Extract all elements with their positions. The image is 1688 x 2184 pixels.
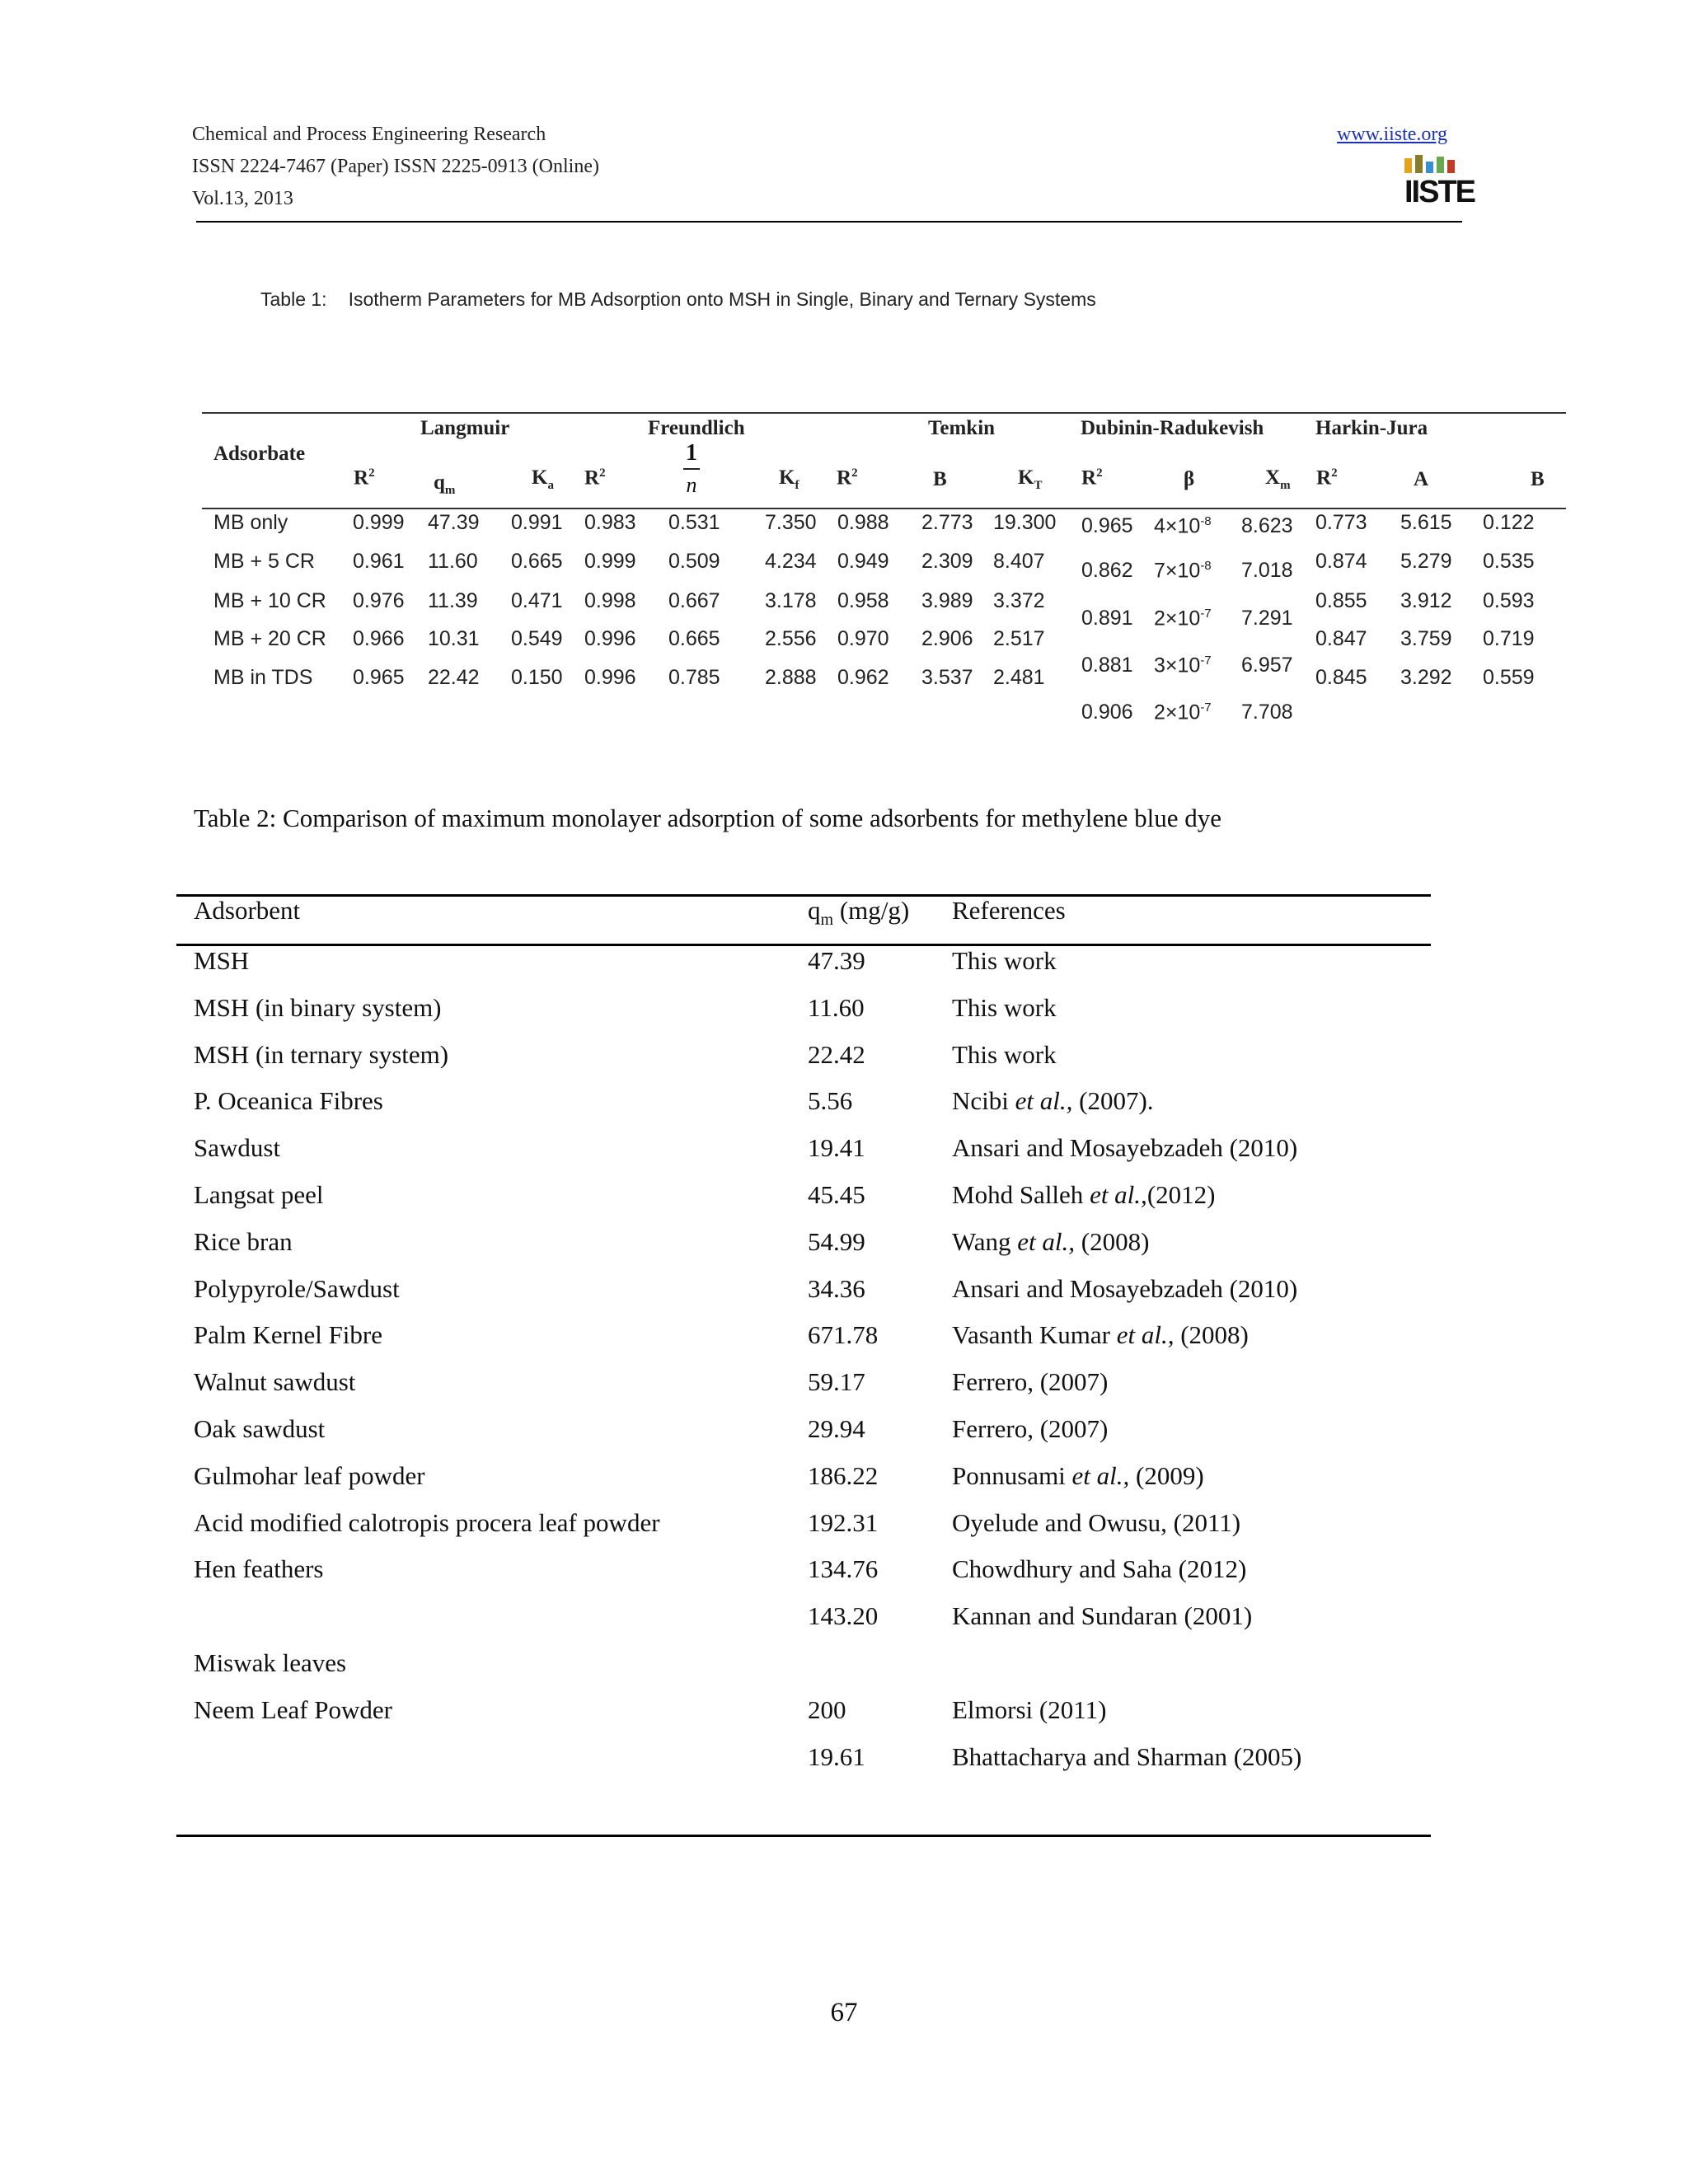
cell-ka: 0.665 [511,550,563,573]
qm-cell: 34.36 [808,1274,865,1303]
reference-text: (2008) [1174,1320,1249,1349]
dr-beta [1154,701,1212,724]
cell-b: 2.906 [921,627,973,650]
adsorbent-cell: MSH [194,946,250,975]
table1-header-rule [202,508,1566,509]
row-name: MB in TDS [213,666,313,689]
cell-n: 0.667 [668,589,720,612]
reference-cell [952,1601,1252,1631]
reference-text: Kannan and Sundaran (2001) [952,1601,1253,1630]
cell-f-r2: 0.996 [584,627,636,650]
cell-hj-r2: 0.847 [1315,627,1367,650]
dr-beta [1154,514,1212,538]
cell-n: 0.531 [668,511,720,534]
adsorbent-cell: Miswak leaves [194,1648,347,1677]
col-qm-q: q [808,896,821,925]
cell-a: 5.279 [1400,550,1452,573]
cell-qm: 11.60 [428,550,478,573]
cell-qm: 11.39 [428,589,478,612]
col-kt: $K_T$ [1018,466,1043,492]
cell-b: 3.989 [921,589,973,612]
cell-l-r2: 0.966 [353,627,405,650]
cell-f-r2: 0.999 [584,550,636,573]
adsorbent-cell: Acid modified calotropis procera leaf powder [194,1508,660,1537]
group-freundlich: Freundlich [648,417,745,439]
col-qm-unit: (mg/g) [833,896,910,925]
reference-cell [952,1227,1149,1257]
reference-text: Vasanth Kumar [952,1320,1117,1349]
cell-l-r2: 0.961 [353,550,405,573]
reference-cell [952,1367,1108,1397]
dr-r2: 0.862 [1081,559,1133,582]
cell-n: 0.509 [668,550,720,573]
reference-cell [952,993,1057,1023]
cell-kt: 2.517 [993,627,1045,650]
dr-r2: 0.891 [1081,607,1133,630]
reference-cell [952,1040,1057,1070]
reference-cell [952,1508,1240,1538]
col-qm-header [808,896,909,930]
col-xm: $X_m$ [1265,466,1291,492]
dr-beta-coef: 7×10 [1154,559,1201,583]
reference-text: Ferrero, (2007) [952,1414,1109,1443]
col-beta: β [1184,468,1195,490]
cell-f-r2: 0.983 [584,511,636,534]
reference-etal: et al., [1017,1227,1076,1256]
dr-beta [1154,559,1212,583]
logo-bar [1437,157,1444,173]
group-dubinin: Dubinin-Radukevish [1081,417,1264,439]
page-number: 67 [830,1998,858,2027]
cell-ka: 0.471 [511,589,563,612]
reference-text: Ncibi [952,1086,1015,1115]
adsorbent-cell: P. Oceanica Fibres [194,1086,383,1115]
table1-top-rule [202,412,1566,414]
reference-text: (2012) [1146,1180,1216,1209]
adsorbate-header: Adsorbate [213,443,306,465]
adsorbent-cell: Oak sawdust [194,1414,326,1443]
dr-beta [1154,654,1212,677]
qm-cell: 19.41 [808,1133,865,1162]
issn-line: ISSN 2224-7467 (Paper) ISSN 2225-0913 (Online) [192,156,599,177]
iiste-logo [1404,155,1475,214]
dr-beta-coef: 3×10 [1154,654,1201,677]
col-qm-sub: m [820,911,834,930]
cell-f2-r2: 0.970 [837,627,889,650]
header-rule [196,221,1462,223]
row-name: MB + 20 CR [213,627,326,650]
adsorbent-cell: Hen feathers [194,1554,324,1583]
row-name: MB + 10 CR [213,589,326,612]
table1-caption [260,288,1096,311]
col-qm: $q_m$ [434,471,456,497]
reference-text: This work [952,946,1057,975]
cell-hj-r2: 0.773 [1315,511,1367,534]
reference-text: (2008) [1075,1227,1150,1256]
reference-text: Oyelude and Owusu, (2011) [952,1508,1241,1537]
col-freundlich-r2: $R^2$ [584,466,606,490]
website-link[interactable]: www.iiste.org [1337,124,1447,145]
dr-beta-exp: -7 [1200,654,1212,668]
col-hj-r2: $R^2$ [1316,466,1338,490]
group-temkin: Temkin [928,417,996,439]
reference-text: Ferrero, (2007) [952,1367,1109,1396]
journal-title: Chemical and Process Engineering Research [192,124,546,145]
cell-l-r2: 0.965 [353,666,405,689]
reference-etal: et al., [1116,1320,1175,1349]
dr-xm: 7.291 [1241,607,1293,630]
reference-text: Wang [952,1227,1018,1256]
frac-denominator: n [686,473,697,497]
cell-n: 0.785 [668,666,720,689]
reference-cell [952,1274,1297,1304]
reference-etal: et al., [1071,1461,1130,1490]
dr-xm: 7.018 [1241,559,1293,582]
adsorbent-cell: Rice bran [194,1227,293,1256]
reference-text: Ansari and Mosayebzadeh (2010) [952,1133,1298,1162]
cell-a: 3.292 [1400,666,1452,689]
reference-cell [952,1180,1215,1210]
col-langmuir-r2: $R^2$ [354,466,375,490]
logo-bar [1404,158,1412,173]
row-name: MB only [213,511,288,534]
qm-cell: 45.45 [808,1180,865,1209]
cell-hj-b: 0.535 [1483,550,1535,573]
cell-kf: 4.234 [765,550,817,573]
cell-b: 2.309 [921,550,973,573]
qm-cell: 22.42 [808,1040,865,1069]
table2-bottom-rule [176,1835,1431,1837]
cell-f2-r2: 0.962 [837,666,889,689]
cell-qm: 10.31 [428,627,480,650]
col-references-header: References [952,896,1066,925]
logo-bars [1404,155,1469,173]
frac-bar [683,468,700,470]
adsorbent-cell: Palm Kernel Fibre [194,1320,383,1349]
reference-cell [952,946,1057,976]
cell-a: 5.615 [1400,511,1452,534]
dr-r2: 0.881 [1081,654,1133,677]
cell-hj-b: 0.719 [1483,627,1535,650]
reference-text: Ponnusami [952,1461,1072,1490]
group-langmuir: Langmuir [420,417,510,439]
cell-l-r2: 0.976 [353,589,405,612]
logo-bar [1447,160,1455,173]
reference-text: Ansari and Mosayebzadeh (2010) [952,1274,1298,1303]
reference-cell [952,1414,1108,1444]
table1-label: Table 1: [260,288,327,310]
cell-kf: 2.556 [765,627,817,650]
cell-ka: 0.991 [511,511,563,534]
cell-a: 3.912 [1400,589,1452,612]
reference-text: Elmorsi (2011) [952,1695,1107,1724]
reference-cell [952,1742,1301,1772]
dr-beta-exp: -8 [1200,514,1212,528]
cell-a: 3.759 [1400,627,1452,650]
qm-cell: 5.56 [808,1086,853,1115]
logo-wordmark: IISTE [1404,175,1475,209]
dr-beta-coef: 4×10 [1154,514,1201,538]
col-dr-r2: $R^2$ [1081,466,1103,490]
adsorbent-cell: Gulmohar leaf powder [194,1461,425,1490]
dr-xm: 7.708 [1241,701,1293,724]
cell-kf: 2.888 [765,666,817,689]
cell-kt: 2.481 [993,666,1045,689]
dr-xm: 8.623 [1241,514,1293,537]
qm-cell: 47.39 [808,946,865,975]
qm-cell: 192.31 [808,1508,879,1537]
dr-beta-coef: 2×10 [1154,607,1201,630]
reference-text: This work [952,1040,1057,1069]
cell-hj-r2: 0.855 [1315,589,1367,612]
cell-kf: 3.178 [765,589,817,612]
adsorbent-cell: Langsat peel [194,1180,324,1209]
cell-f-r2: 0.998 [584,589,636,612]
dr-r2: 0.906 [1081,701,1133,724]
col-hj-b: B [1531,468,1545,490]
cell-kt: 3.372 [993,589,1045,612]
col-hj-a: A [1414,468,1429,490]
cell-hj-r2: 0.874 [1315,550,1367,573]
cell-ka: 0.150 [511,666,563,689]
reference-cell [952,1695,1106,1725]
qm-cell: 59.17 [808,1367,865,1396]
reference-etal: et al., [1090,1180,1147,1209]
qm-cell: 143.20 [808,1601,879,1630]
dr-beta-exp: -8 [1200,559,1212,573]
table2-caption: Table 2: Comparison of maximum monolayer adsorption of some adsorbents for methylene blue dye [194,804,1222,832]
cell-hj-b: 0.593 [1483,589,1535,612]
cell-n: 0.665 [668,627,720,650]
frac-numerator: 1 [686,440,697,466]
reference-cell [952,1554,1246,1584]
reference-text: (2009) [1129,1461,1204,1490]
cell-hj-b: 0.559 [1483,666,1535,689]
dr-beta [1154,607,1212,630]
qm-cell: 186.22 [808,1461,879,1490]
cell-kt: 8.407 [993,550,1045,573]
cell-l-r2: 0.999 [353,511,405,534]
cell-kt: 19.300 [993,511,1057,534]
adsorbent-cell: MSH (in binary system) [194,993,442,1022]
adsorbent-cell: Walnut sawdust [194,1367,356,1396]
reference-cell [952,1086,1154,1116]
cell-hj-r2: 0.845 [1315,666,1367,689]
cell-b: 2.773 [921,511,973,534]
reference-etal: et al., [1015,1086,1073,1115]
col-adsorbent-header: Adsorbent [194,896,301,925]
row-name: MB + 5 CR [213,550,315,573]
qm-cell: 54.99 [808,1227,865,1256]
reference-text: Mohd Salleh [952,1180,1090,1209]
table2-top-rule [176,894,1431,897]
cell-b: 3.537 [921,666,973,689]
dr-beta-coef: 2×10 [1154,701,1201,724]
col-temkin-b: B [933,468,947,490]
reference-cell [952,1461,1204,1491]
dr-r2: 0.965 [1081,514,1133,537]
qm-cell: 200 [808,1695,846,1724]
cell-hj-b: 0.122 [1483,511,1535,534]
logo-bar [1426,162,1433,173]
cell-f-r2: 0.996 [584,666,636,689]
dr-beta-exp: -7 [1200,607,1212,621]
cell-f2-r2: 0.958 [837,589,889,612]
cell-ka: 0.549 [511,627,563,650]
table1-title: Isotherm Parameters for MB Adsorption onto MSH in Single, Binary and Ternary Systems [348,288,1096,310]
volume-line: Vol.13, 2013 [192,188,293,209]
reference-cell [952,1320,1249,1350]
qm-cell: 134.76 [808,1554,879,1583]
dr-xm: 6.957 [1241,654,1293,677]
dr-beta-exp: -7 [1200,701,1212,715]
cell-qm: 22.42 [428,666,480,689]
logo-bar [1415,155,1423,173]
adsorbent-cell: MSH (in ternary system) [194,1040,449,1069]
reference-text: Chowdhury and Saha (2012) [952,1554,1247,1583]
cell-f2-r2: 0.988 [837,511,889,534]
cell-qm: 47.39 [428,511,480,534]
cell-kf: 7.350 [765,511,817,534]
adsorbent-cell: Sawdust [194,1133,281,1162]
reference-cell [952,1133,1297,1163]
col-ka: $K_a$ [532,466,554,492]
reference-text: This work [952,993,1057,1022]
col-kf: $K_f$ [779,466,799,492]
group-harkin-jura: Harkin-Jura [1315,417,1428,439]
table2-header-rule [176,944,1431,946]
col-freundlich-r2b: $R^2$ [837,466,858,490]
qm-cell: 671.78 [808,1320,879,1349]
reference-text: Bhattacharya and Sharman (2005) [952,1742,1302,1771]
qm-cell: 11.60 [808,993,865,1022]
col-one-over-n [675,440,708,498]
cell-f2-r2: 0.949 [837,550,889,573]
adsorbent-cell: Neem Leaf Powder [194,1695,393,1724]
qm-cell: 29.94 [808,1414,865,1443]
adsorbent-cell: Polypyrole/Sawdust [194,1274,400,1303]
qm-cell: 19.61 [808,1742,865,1771]
reference-text: (2007). [1072,1086,1154,1115]
